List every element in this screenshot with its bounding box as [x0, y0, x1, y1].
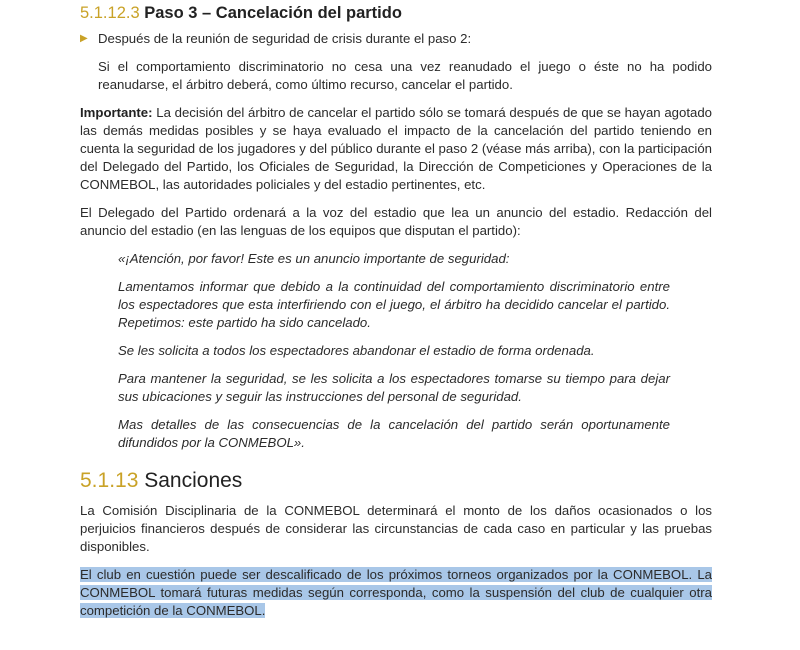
- bullet-item: [80, 30, 712, 48]
- bullet-text: Después de la reunión de seguridad de crisis durante el paso 2:: [98, 31, 472, 46]
- bullet-paragraph: Si el comportamiento discriminatorio no cesa una vez reanudado el juego o éste no ha podido reanudarse, el árbitro deberá, como último recurso, cancelar el partido.: [98, 59, 712, 92]
- announcement-line: Mas detalles de las consecuencias de la cancelación del partido serán oportunamente difundidos por la CONMEBOL».: [118, 417, 670, 450]
- highlighted-paragraph[interactable]: [80, 566, 712, 620]
- important-text: La decisión del árbitro de cancelar el partido sólo se tomará después de que se hayan agotado las demás medidas posibles y se haya evaluado el impacto de la cancelación del partido teniendo en cuenta la seguridad de los jugadores y del público durante el paso 2 (véase más arriba), con la participación del Delegado del Partido, los Oficiales de Seguridad, la Dirección de Competiciones y Operaciones de la CONMEBOL, las autoridades policiales y del estadio pertinentes, etc.: [80, 105, 712, 192]
- important-label: Importante:: [80, 105, 153, 120]
- delegate-paragraph: El Delegado del Partido ordenará a la voz del estadio que lea un anuncio del estadio. Redacción del anuncio del estadio (en las lenguas de los equipos que disputan el partido):: [80, 205, 712, 238]
- triangle-bullet-icon: ▶: [80, 33, 88, 44]
- important-paragraph: [80, 104, 712, 194]
- announcement-line: Lamentamos informar que debido a la continuidad del comportamiento discriminatorio entre los espectadores que esta interfiriendo con el juego, el árbitro ha decidido cancelar el partido. Repetimos: este partido ha sido cancelado.: [118, 279, 670, 330]
- text-selection[interactable]: El club en cuestión puede ser descalificado de los próximos torneos organizados por la CONMEBOL. La CONMEBOL tomará futuras medidas según corresponda, como la suspensión del club de cualquier otra competición de la CONMEBOL.: [80, 567, 712, 618]
- announcement-line: «¡Atención, por favor! Este es un anuncio importante de seguridad:: [118, 251, 510, 266]
- section-title: Paso 3 – Cancelación del partido: [144, 4, 402, 22]
- sanctions-heading: [80, 468, 712, 494]
- section-number: 5.1.12.3: [80, 4, 140, 22]
- section-title: Sanciones: [144, 469, 243, 492]
- section-number: 5.1.13: [80, 469, 139, 492]
- section-heading: [80, 2, 712, 24]
- announcement-line: Para mantener la seguridad, se les solicita a los espectadores tomarse su tiempo para dejar sus ubicaciones y seguir las instrucciones del personal de seguridad.: [118, 371, 670, 404]
- sanctions-paragraph: La Comisión Disciplinaria de la CONMEBOL determinará el monto de los daños ocasionados o los perjuicios financieros después de considerar las circunstancias de cada caso en particular y las pruebas disponibles.: [80, 503, 712, 554]
- announcement-line: Se les solicita a todos los espectadores abandonar el estadio de forma ordenada.: [118, 343, 595, 358]
